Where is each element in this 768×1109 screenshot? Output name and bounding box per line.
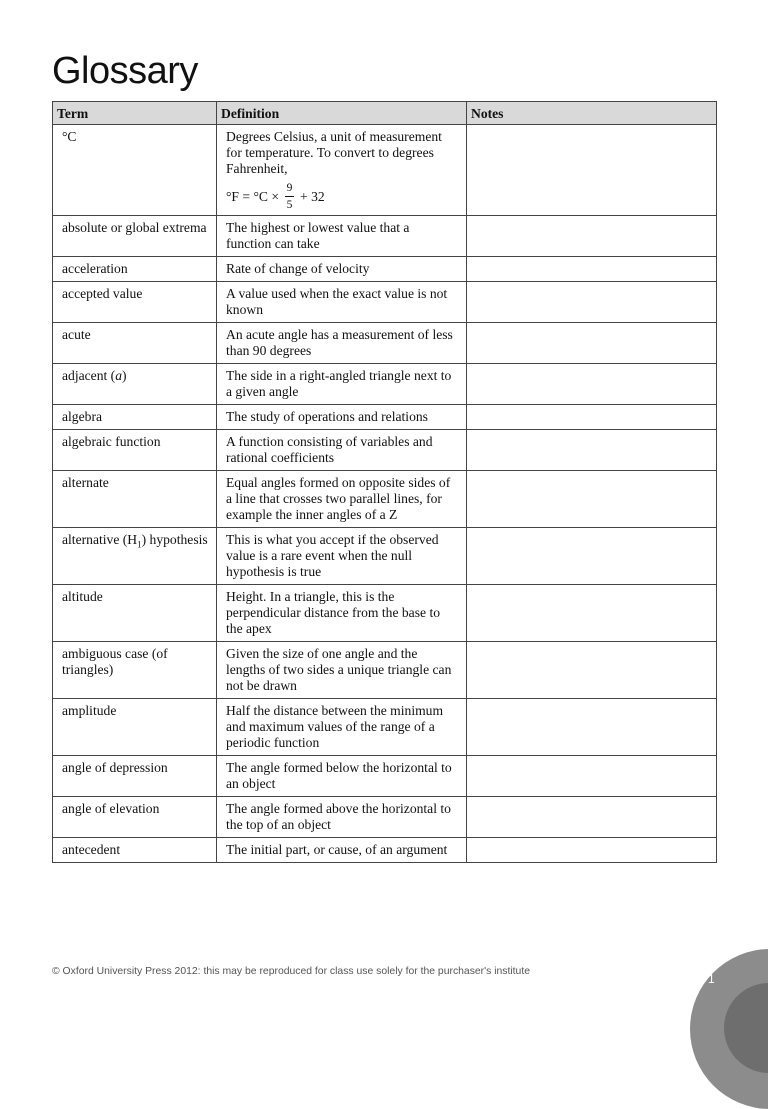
term-cell: °C (53, 125, 217, 216)
definition-cell: A function consisting of variables and rational coefficients (217, 430, 467, 471)
italic-symbol: a (115, 368, 123, 383)
notes-cell[interactable] (467, 528, 717, 585)
definition-cell: The angle formed below the horizontal to an object (217, 756, 467, 797)
term-cell: angle of depression (53, 756, 217, 797)
table-row (53, 257, 717, 282)
definition-cell: Equal angles formed on opposite sides of a line that crosses two parallel lines, for example the inner angles of a Z (217, 471, 467, 528)
notes-cell[interactable] (467, 257, 717, 282)
copyright-footer: © Oxford University Press 2012: this may be reproduced for class use solely for the purchaser's institute (52, 966, 531, 977)
term-cell: absolute or global extrema (53, 216, 217, 257)
notes-cell[interactable] (467, 125, 717, 216)
table-row (53, 405, 717, 430)
term-cell: algebraic function (53, 430, 217, 471)
definition-text: Degrees Celsius, a unit of measurement for temperature. To convert to degrees Fahrenheit, (226, 129, 442, 176)
page-number: 1 (708, 972, 715, 986)
definition-cell: This is what you accept if the observed value is a rare event when the null hypothesis is true (217, 528, 467, 585)
table-row (53, 364, 717, 405)
table-row (53, 838, 717, 863)
definition-cell: An acute angle has a measurement of less than 90 degrees (217, 323, 467, 364)
notes-cell[interactable] (467, 282, 717, 323)
fraction-numerator: 9 (286, 182, 293, 194)
table-row (53, 699, 717, 756)
table-row (53, 430, 717, 471)
notes-cell[interactable] (467, 430, 717, 471)
term-cell: acute (53, 323, 217, 364)
definition-cell: The side in a right-angled triangle next to a given angle (217, 364, 467, 405)
table-row (53, 797, 717, 838)
notes-cell[interactable] (467, 405, 717, 430)
table-row (53, 125, 717, 216)
table-row (53, 282, 717, 323)
term-column-header: Term (53, 102, 217, 125)
term-cell: alternate (53, 471, 217, 528)
definition-cell: Half the distance between the minimum and maximum values of the range of a periodic function (217, 699, 467, 756)
notes-cell[interactable] (467, 797, 717, 838)
definition-cell (217, 125, 467, 216)
definition-cell: A value used when the exact value is not known (217, 282, 467, 323)
notes-cell[interactable] (467, 642, 717, 699)
term-cell: alternative $(H_1)$ hypothesis (53, 528, 217, 585)
conversion-formula (226, 182, 458, 211)
notes-cell[interactable] (467, 585, 717, 642)
definition-column-header: Definition (217, 102, 467, 125)
notes-cell[interactable] (467, 216, 717, 257)
definition-cell: The angle formed above the horizontal to the top of an object (217, 797, 467, 838)
term-cell: accepted value (53, 282, 217, 323)
table-row (53, 323, 717, 364)
glossary-table (52, 101, 717, 863)
subscript-symbol: 1 (137, 539, 142, 550)
table-row (53, 585, 717, 642)
fraction (285, 182, 294, 211)
notes-cell[interactable] (467, 323, 717, 364)
definition-cell: The highest or lowest value that a function can take (217, 216, 467, 257)
definition-cell: Rate of change of velocity (217, 257, 467, 282)
term-cell: amplitude (53, 699, 217, 756)
definition-cell: Given the size of one angle and the lengths of two sides a unique triangle can not be drawn (217, 642, 467, 699)
notes-cell[interactable] (467, 471, 717, 528)
table-row (53, 528, 717, 585)
term-cell: adjacent (a) (53, 364, 217, 405)
term-cell: antecedent (53, 838, 217, 863)
notes-cell[interactable] (467, 756, 717, 797)
fraction-denominator: 5 (286, 199, 293, 211)
term-cell: ambiguous case (of triangles) (53, 642, 217, 699)
term-cell: angle of elevation (53, 797, 217, 838)
definition-cell: The initial part, or cause, of an argument (217, 838, 467, 863)
term-cell: algebra (53, 405, 217, 430)
fraction-bar (285, 196, 294, 197)
table-row (53, 642, 717, 699)
definition-cell: The study of operations and relations (217, 405, 467, 430)
table-header-row (53, 102, 717, 125)
term-cell: altitude (53, 585, 217, 642)
definition-cell: Height. In a triangle, this is the perpendicular distance from the base to the apex (217, 585, 467, 642)
formula-suffix: + 32 (300, 188, 325, 204)
table-row (53, 471, 717, 528)
table-row (53, 216, 717, 257)
notes-cell[interactable] (467, 364, 717, 405)
page-title: Glossary (52, 50, 198, 92)
term-cell: acceleration (53, 257, 217, 282)
table-row (53, 756, 717, 797)
notes-cell[interactable] (467, 838, 717, 863)
notes-cell[interactable] (467, 699, 717, 756)
notes-column-header: Notes (467, 102, 717, 125)
formula-prefix: °F = °C × (226, 188, 280, 204)
